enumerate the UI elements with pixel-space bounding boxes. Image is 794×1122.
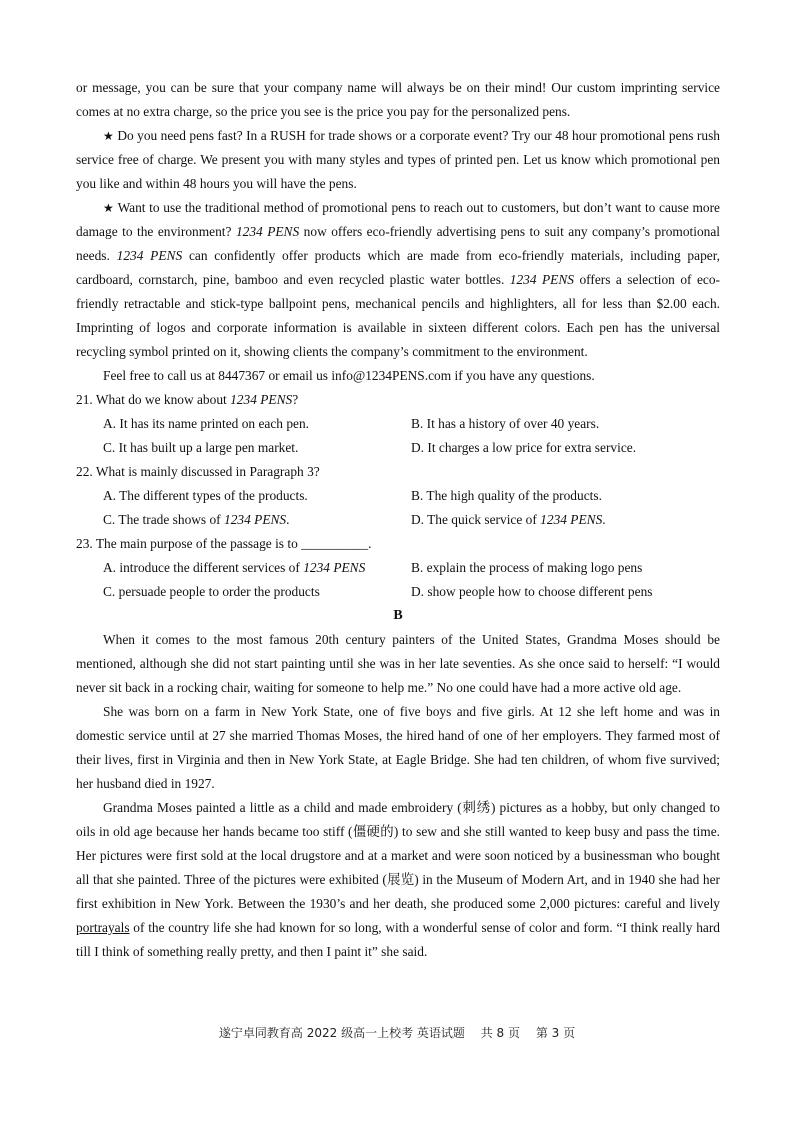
option-22-b: B. The high quality of the products. xyxy=(411,488,602,503)
paragraph-rush-service: ★ Do you need pens fast? In a RUSH for trade shows or a corporate event? Try our 48 hour promotional pens rush service free of charge. We present you with many styles and types of printed pen. Let us know which promotional pen you like and within 48 hours you will have the pens. xyxy=(76,128,720,191)
option-21-d: D. It charges a low price for extra service. xyxy=(411,440,637,455)
footer-exam-title: 遂宁卓同教育高 2022 级高一上校考 英语试题 xyxy=(218,1026,465,1040)
paragraph-contact: Feel free to call us at 8447367 or email us info@1234PENS.com if you have any questions. xyxy=(103,368,595,383)
option-21-a: A. It has its name printed on each pen. xyxy=(103,416,310,431)
question-21-options xyxy=(103,412,720,460)
question-21: 21. What do we know about 1234 PENS? xyxy=(76,392,299,407)
option-21-b: B. It has a history of over 40 years. xyxy=(411,416,600,431)
paragraph-imprinting: or message, you can be sure that your company name will always be on their mind! Our custom imprinting service comes at no extra charge, so the price you see is the price you pay for the personalized pens. xyxy=(76,80,720,119)
underlined-word: portrayals xyxy=(76,920,130,935)
option-21-c: C. It has built up a large pen market. xyxy=(103,440,299,455)
option-23-a: A. introduce the different services of 1234 PENS xyxy=(103,560,366,575)
paragraph-grandma-moses-intro: When it comes to the most famous 20th century painters of the United States, Grandma Moses should be mentioned, although she did not start painting until she was in her late seventies. As she once said to herself: “I would never sit back in a rocking chair, waiting for someone to help me.” No one could have had a more active old age. xyxy=(76,632,720,695)
page-footer xyxy=(0,1024,794,1042)
footer-page-number: 第 3 页 xyxy=(535,1026,576,1040)
question-23-options xyxy=(103,556,720,604)
star-icon: ★ xyxy=(103,129,114,143)
star-icon: ★ xyxy=(103,201,115,215)
question-23: 23. The main purpose of the passage is to __________. xyxy=(76,536,372,551)
section-heading-b: B xyxy=(393,608,403,623)
option-23-b: B. explain the process of making logo pens xyxy=(411,560,643,575)
option-22-c: C. The trade shows of 1234 PENS. xyxy=(103,512,290,527)
option-23-d: D. show people how to choose different pens xyxy=(411,584,653,599)
question-22: 22. What is mainly discussed in Paragraph 3? xyxy=(76,464,320,479)
exam-page xyxy=(76,76,720,964)
footer-total-pages: 共 8 页 xyxy=(480,1026,520,1040)
paragraph-eco-friendly: ★ Want to use the traditional method of promotional pens to reach out to customers, but don’t want to cause more damage to the environment? 1234 PENS now offers eco-friendly advertising pens to suit any company’s promotional needs. 1234 PENS can confidently offer products which are made from eco-friendly materials, including paper, cardboard, cornstarch, pine, bamboo and even recycled plastic water bottles. 1234 PENS offers a selection of eco-friendly retractable and stick-type ballpoint pens, mechanical pencils and highlighters, all for less than $2.00 each. Imprinting of logos and corporate information is available in sixteen different colors. Each pen has the universal recycling symbol printed on it, showing clients the company’s commitment to the environment. xyxy=(76,200,721,359)
option-22-a: A. The different types of the products. xyxy=(103,488,308,503)
question-22-options xyxy=(103,484,720,532)
option-22-d: D. The quick service of 1234 PENS. xyxy=(411,512,606,527)
option-23-c: C. persuade people to order the products xyxy=(103,584,320,599)
paragraph-grandma-moses-life: She was born on a farm in New York State, one of five boys and five girls. At 12 she left home and was in domestic service until at 27 she married Thomas Moses, the hired hand of one of her employers. They farmed most of their lives, first in Virginia and then in New York State, at Eagle Bridge. She had ten children, of whom five survived; her husband died in 1927. xyxy=(76,704,720,791)
paragraph-grandma-moses-painting: Grandma Moses painted a little as a child and made embroidery (刺绣) pictures as a hobby, but only changed to oils in old age because her hands became too stiff (僵硬的) to sew and she still wanted to keep busy and pass the time. Her pictures were first sold at the local drugstore and at a market and were soon noticed by a businessman who bought all that she painted. Three of the pictures were exhibited (展览) in the Museum of Modern Art, and in 1940 she had her first exhibition in New York. Between the 1930’s and her death, she produced some 2,000 pictures: careful and lively portrayals of the country life she had known for so long, with a wonderful sense of color and form. “I think really hard till I think of something really pretty, and then I paint it” she said. xyxy=(76,800,720,959)
